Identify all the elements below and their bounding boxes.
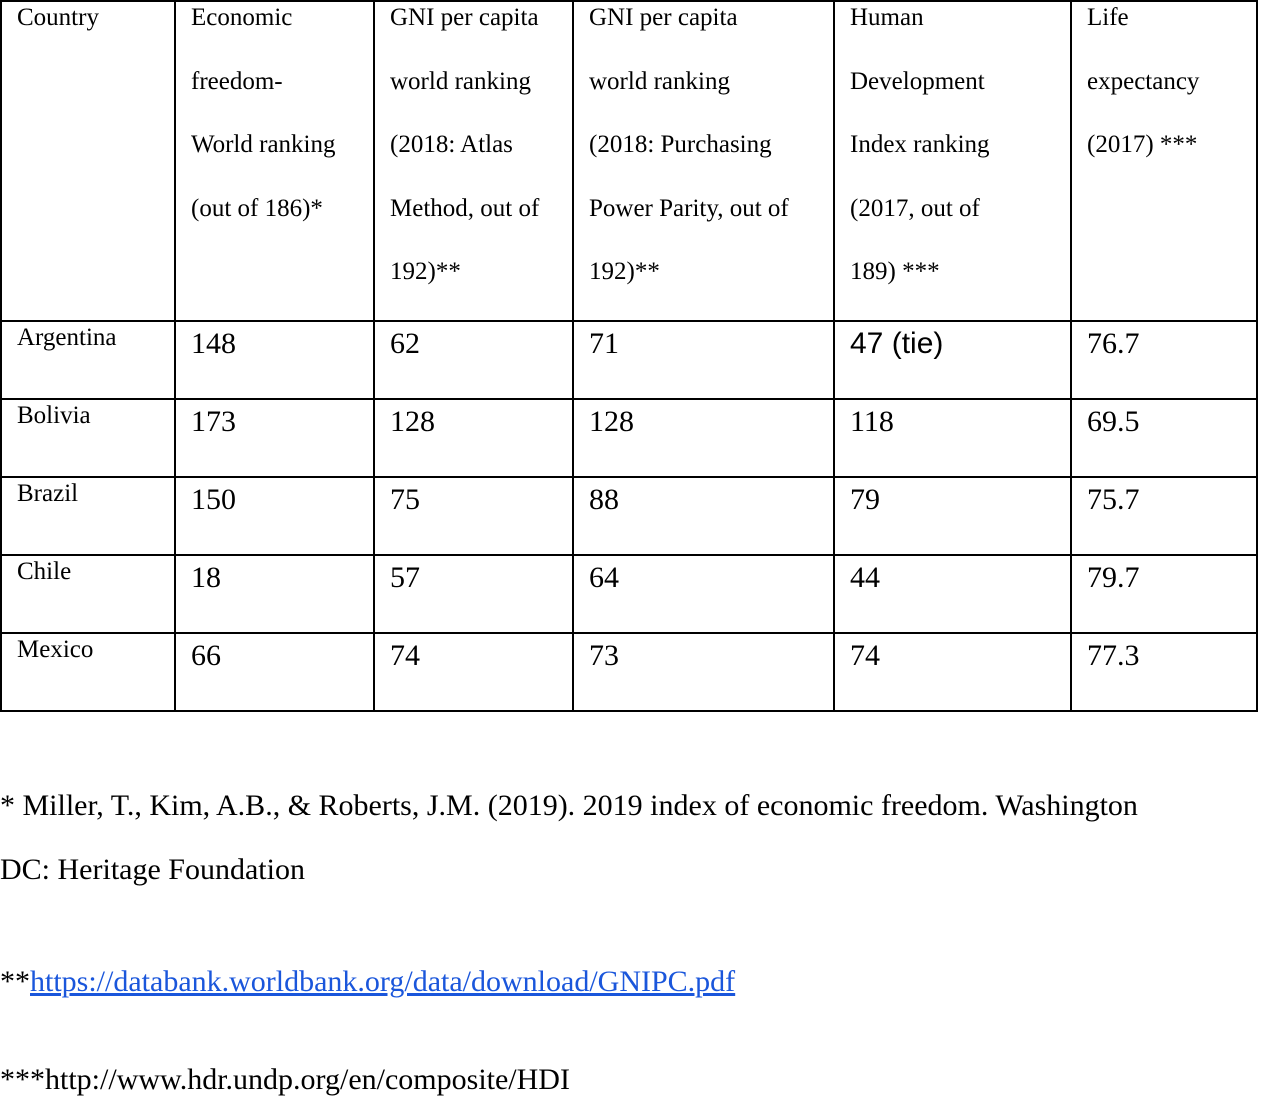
header-line: expectancy bbox=[1087, 67, 1200, 95]
cell-value: 128 bbox=[589, 405, 634, 438]
header-line: (2018: Atlas bbox=[390, 131, 513, 158]
value-cell bbox=[1071, 477, 1257, 555]
header-line: (2018: Purchasing bbox=[589, 131, 772, 158]
header-line: Life bbox=[1087, 4, 1129, 31]
value-cell bbox=[175, 633, 374, 711]
table-header-row bbox=[1, 1, 1257, 321]
cell-value: 69.5 bbox=[1087, 405, 1140, 438]
value-cell bbox=[374, 321, 573, 399]
header-line: 192)** bbox=[390, 258, 461, 285]
country-cell bbox=[1, 555, 175, 633]
value-cell bbox=[374, 555, 573, 633]
value-cell bbox=[573, 321, 834, 399]
value-cell bbox=[834, 399, 1071, 477]
header-hdi bbox=[834, 1, 1071, 321]
cell-value: 150 bbox=[191, 483, 236, 516]
value-cell bbox=[175, 555, 374, 633]
footnote-line: * Miller, T., Kim, A.B., & Roberts, J.M. (2019). 2019 index of economic freedom. Washington bbox=[0, 789, 1138, 822]
cell-value: 62 bbox=[390, 327, 420, 360]
cell-value: 79 bbox=[850, 483, 880, 516]
header-line: GNI per capita bbox=[589, 4, 738, 31]
cell-value: 79.7 bbox=[1087, 561, 1140, 594]
cell-value: 88 bbox=[589, 483, 619, 516]
cell-value: 71 bbox=[589, 327, 619, 360]
country-cell bbox=[1, 399, 175, 477]
header-line: 189) *** bbox=[850, 258, 940, 285]
value-cell bbox=[1071, 555, 1257, 633]
table-row bbox=[1, 321, 1257, 399]
value-cell bbox=[175, 477, 374, 555]
header-line: (2017, out of bbox=[850, 194, 980, 222]
country-cell bbox=[1, 633, 175, 711]
cell-value: Chile bbox=[17, 558, 72, 585]
header-line: world ranking bbox=[589, 67, 730, 95]
header-line: 192)** bbox=[589, 258, 660, 285]
cell-value: 173 bbox=[191, 405, 236, 438]
header-line: (out of 186)* bbox=[191, 194, 323, 222]
cell-value: 47 (tie) bbox=[850, 327, 944, 360]
table-row bbox=[1, 555, 1257, 633]
table-row bbox=[1, 477, 1257, 555]
header-life-expectancy bbox=[1071, 1, 1257, 321]
header-line: Index ranking bbox=[850, 131, 990, 158]
header-line: Power Parity, out of bbox=[589, 194, 789, 222]
cell-value: 57 bbox=[390, 561, 420, 594]
table-row bbox=[1, 633, 1257, 711]
cell-value: 75 bbox=[390, 483, 420, 516]
value-cell bbox=[374, 633, 573, 711]
cell-value: 74 bbox=[390, 639, 420, 672]
cell-value: Bolivia bbox=[17, 402, 91, 429]
value-cell bbox=[573, 555, 834, 633]
country-cell bbox=[1, 477, 175, 555]
header-line: GNI per capita bbox=[390, 4, 539, 31]
value-cell bbox=[374, 399, 573, 477]
header-gni-atlas bbox=[374, 1, 573, 321]
value-cell bbox=[834, 555, 1071, 633]
value-cell bbox=[1071, 399, 1257, 477]
cell-value: 128 bbox=[390, 405, 435, 438]
value-cell bbox=[834, 633, 1071, 711]
value-cell bbox=[573, 633, 834, 711]
cell-value: Argentina bbox=[17, 324, 117, 351]
header-economic-freedom bbox=[175, 1, 374, 321]
value-cell bbox=[573, 477, 834, 555]
cell-value: 64 bbox=[589, 561, 619, 594]
header-gni-ppp bbox=[573, 1, 834, 321]
cell-value: Brazil bbox=[17, 480, 79, 507]
cell-value: 66 bbox=[191, 639, 221, 672]
footnote-line: DC: Heritage Foundation bbox=[0, 853, 305, 886]
footnote-undp bbox=[0, 1062, 570, 1098]
footnote-worldbank bbox=[0, 964, 735, 1000]
footnote-text: ***http://www.hdr.undp.org/en/composite/HDI bbox=[0, 1063, 570, 1096]
worldbank-link[interactable]: https://databank.worldbank.org/data/download/GNIPC.pdf bbox=[30, 965, 736, 998]
header-line: World ranking bbox=[191, 131, 336, 158]
value-cell bbox=[175, 321, 374, 399]
cell-value: 44 bbox=[850, 561, 880, 594]
cell-value: 76.7 bbox=[1087, 327, 1140, 360]
value-cell bbox=[834, 321, 1071, 399]
value-cell bbox=[1071, 321, 1257, 399]
cell-value: Mexico bbox=[17, 636, 94, 663]
header-line: Country bbox=[17, 4, 99, 31]
cell-value: 73 bbox=[589, 639, 619, 672]
value-cell bbox=[374, 477, 573, 555]
value-cell bbox=[1071, 633, 1257, 711]
header-line: Development bbox=[850, 67, 985, 95]
value-cell bbox=[834, 477, 1071, 555]
header-line: Method, out of bbox=[390, 194, 540, 222]
cell-value: 75.7 bbox=[1087, 483, 1140, 516]
value-cell bbox=[175, 399, 374, 477]
cell-value: 118 bbox=[850, 405, 894, 438]
value-cell bbox=[573, 399, 834, 477]
header-line: freedom- bbox=[191, 67, 283, 95]
header-line: Economic bbox=[191, 4, 293, 31]
header-line: Human bbox=[850, 4, 924, 31]
footnote-heritage bbox=[0, 774, 1276, 902]
cell-value: 74 bbox=[850, 639, 880, 672]
footnote-marker: ** bbox=[0, 965, 30, 998]
country-cell bbox=[1, 321, 175, 399]
cell-value: 148 bbox=[191, 327, 236, 360]
table-row bbox=[1, 399, 1257, 477]
cell-value: 18 bbox=[191, 561, 221, 594]
header-line: (2017) *** bbox=[1087, 131, 1198, 158]
header-line: world ranking bbox=[390, 67, 531, 95]
header-country bbox=[1, 1, 175, 321]
cell-value: 77.3 bbox=[1087, 639, 1140, 672]
